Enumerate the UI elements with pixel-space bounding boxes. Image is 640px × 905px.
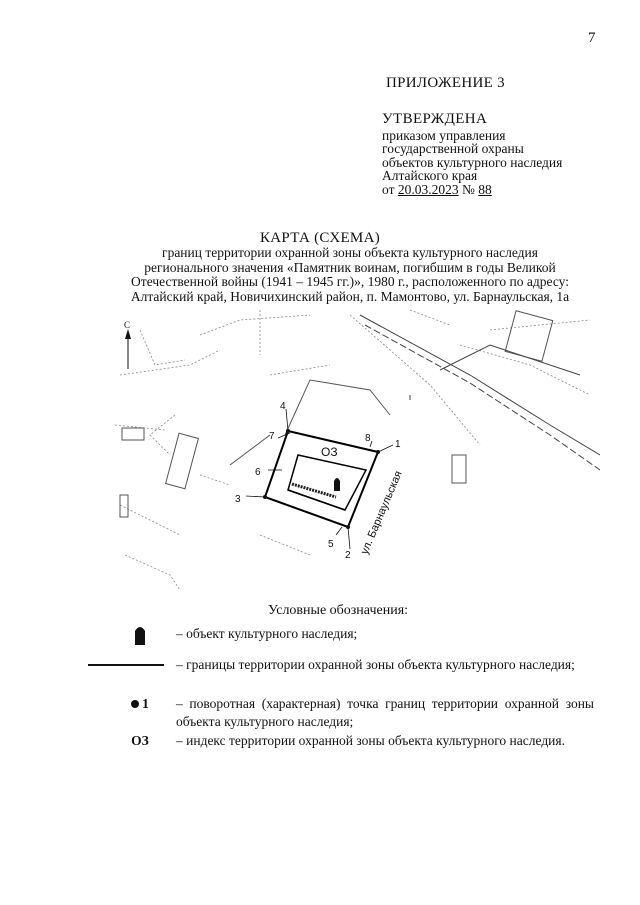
legend-text: – индекс территории охранной зоны объекта культурного наследия. [176,733,565,748]
monument-icon [334,478,340,491]
order-line: приказом управления [382,127,506,143]
order-number: 88 [478,181,492,197]
point-label-5: 5 [328,539,334,550]
caption-line: границ территории охранной зоны объекта культурного наследия [162,245,538,260]
boundary-segment [288,490,345,510]
point-label-8: 8 [365,433,371,444]
point-label-4: 4 [280,401,286,412]
boundary-line-symbol [88,664,164,666]
legend-title: Условные обозначения: [268,603,409,618]
date-prefix: от [382,181,395,197]
monument-icon [133,625,147,645]
point-label-3: 3 [235,494,241,505]
zone-index-symbol: ОЗ [131,733,149,748]
point-dot-icon [131,700,139,708]
order-line: объектов культурного наследия [382,154,563,170]
turning-point-symbol [110,695,170,713]
order-line: Алтайского края [382,168,478,183]
map-caption [90,246,610,304]
legend-text: – границы территории охранной зоны объекта культурного наследия; [176,657,575,672]
caption-line: Отечественной войны (1941 – 1945 гг.)», 1980 г., расположенного по адресу: [131,274,569,289]
appendix-title: ПРИЛОЖЕНИЕ 3 [386,75,505,91]
turning-points [263,429,380,529]
approval-block [382,113,562,196]
parcel-outline [230,380,390,465]
order-date-line [382,183,562,197]
approved-label: УТВЕРЖДЕНА [382,111,488,127]
caption-line: Алтайский край, Новичихинский район, п. Мамонтово, ул. Барнаульская, 1а [130,288,570,304]
north-arrow [125,329,131,369]
monument-symbol [110,625,170,645]
order-line: государственной охраны [382,141,524,156]
street-label: ул. Барнаульская [358,469,405,557]
legend-text: – поворотная (характерная) точка границ территории охранной зоны объекта культурного наследия; [176,696,594,729]
point-symbol-label: 1 [142,696,149,711]
zone-index-label: ОЗ [321,445,338,459]
page-number: 7 [588,30,596,46]
inner-boundary [288,455,366,510]
point-label-1: 1 [395,439,401,450]
legend-text: – объект культурного наследия; [176,626,358,641]
north-label: С [124,320,131,330]
caption-line: регионального значения «Памятник воинам, погибшим в годы Великой [144,259,556,275]
memorial-fence [292,484,336,497]
point-label-2: 2 [345,550,351,561]
point-label-6: 6 [255,467,261,478]
boundary-map [110,305,600,595]
number-sign: № [461,181,475,197]
background-outlines [115,310,590,590]
map-title: КАРТА (СХЕМА) [259,230,381,246]
order-date: 20.03.2023 [397,181,459,197]
point-label-7: 7 [269,431,275,442]
boundary-line-icon [88,664,164,666]
